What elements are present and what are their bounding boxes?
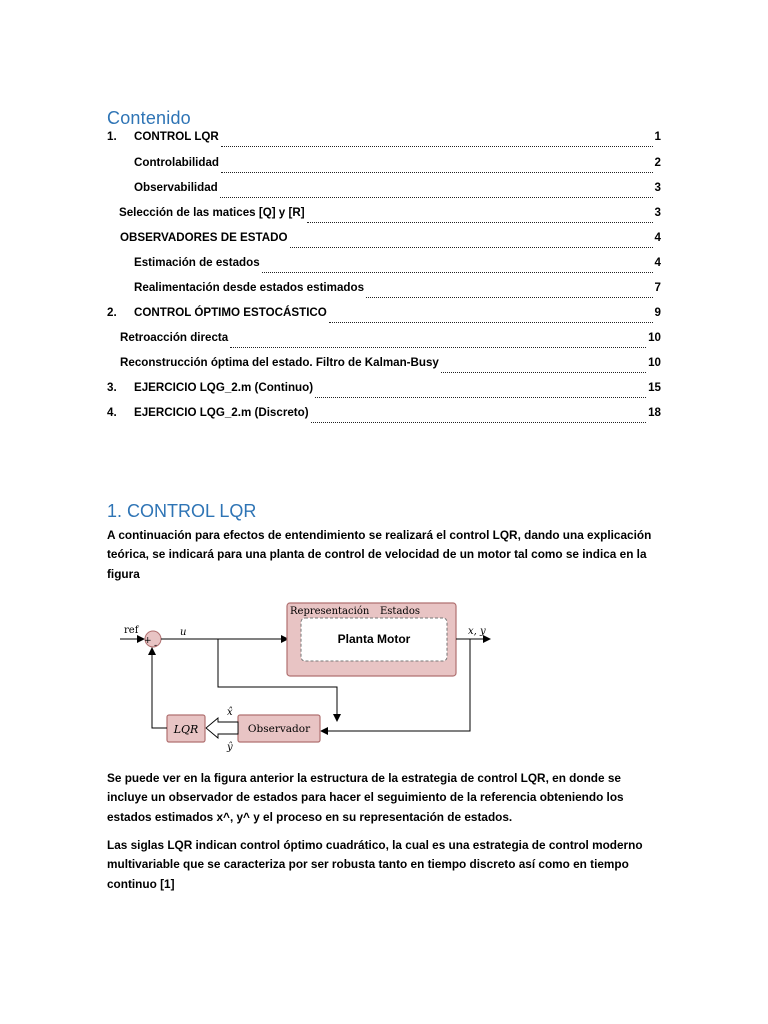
toc-entry-page: 4 (654, 231, 661, 244)
toc-entry-label: CONTROL ÓPTIMO ESTOCÁSTICO (134, 306, 327, 319)
toc-leader (290, 238, 653, 248)
toc-entry-observabilidad[interactable] (134, 181, 661, 206)
toc-entry-reconstruccion[interactable] (120, 356, 661, 381)
toc-entry-page: 18 (648, 406, 661, 419)
toc-entry-label: EJERCICIO LQG_2.m (Discreto) (134, 406, 309, 419)
toc-leader (311, 413, 647, 423)
toc-entry-number: 3. (107, 381, 117, 394)
toc-leader (441, 363, 646, 373)
toc-entry-ejercicio-continuo[interactable] (107, 381, 661, 406)
toc-entry-label: Reconstrucción óptima del estado. Filtro de Kalman-Busy (120, 356, 439, 369)
toc-leader (220, 188, 653, 198)
toc-entry-label: CONTROL LQR (134, 130, 219, 143)
xhat-label: x̂ (227, 707, 233, 718)
description-paragraph: Se puede ver en la figura anterior la estructura de la estrategia de control LQR, en donde se incluye un observador de estados para hacer el seguimiento de la referencia obteniendo los estados estimados x^, y^ y el proceso en su representación de estados. (107, 771, 624, 824)
plant-label: Planta Motor (337, 632, 411, 646)
toc-leader (221, 163, 653, 173)
toc-entry-observadores[interactable] (120, 231, 661, 256)
observer-label: Observador (247, 723, 311, 735)
toc-entry-control-optimo[interactable] (107, 306, 661, 331)
u-label: u (180, 627, 187, 638)
intro-paragraph: A continuación para efectos de entendimiento se realizará el control LQR, dando una explicación teórica, se indicará para una planta de control de velocidad de un motor tal como se indica en la figura (107, 528, 652, 581)
toc-entry-label: Observabilidad (134, 181, 218, 194)
toc-leader (329, 313, 653, 323)
toc-entry-page: 7 (654, 281, 661, 294)
toc-entry-label: Selección de las matices [Q] y [R] (119, 206, 305, 219)
toc-entry-control-lqr[interactable] (107, 130, 661, 155)
toc-entry-page: 3 (654, 206, 661, 219)
toc-leader (221, 137, 653, 147)
toc-leader (315, 388, 646, 398)
toc-entry-seleccion-matrices[interactable] (119, 206, 661, 231)
lqr-label: LQR (173, 723, 199, 736)
toc-entry-page: 9 (654, 306, 661, 319)
output-label: x, y (468, 626, 486, 637)
toc-entry-page: 2 (654, 156, 661, 169)
toc-entry-page: 15 (648, 381, 661, 394)
toc-entry-realimentacion[interactable] (134, 281, 661, 306)
lqr-definition-paragraph: Las siglas LQR indican control óptimo cuadrático, la cual es una estrategia de control moderno multivariable que se caracteriza por ser robusta tanto en tiempo discreto así como en tiempo continuo [1] (107, 838, 643, 891)
toc-entry-number: 4. (107, 406, 117, 419)
toc-leader (230, 338, 646, 348)
toc-entry-number: 1. (107, 130, 117, 143)
sum-minus-sign: - (154, 641, 158, 651)
estimate-arrow (206, 718, 238, 738)
toc-title: Contenido (107, 108, 191, 128)
estados-label: Estados (380, 606, 420, 617)
toc-entry-page: 4 (654, 256, 661, 269)
toc-entry-page: 1 (654, 130, 661, 143)
block-diagram (118, 595, 500, 753)
toc-entry-label: Estimación de estados (134, 256, 260, 269)
toc-entry-label: EJERCICIO LQG_2.m (Continuo) (134, 381, 314, 394)
toc-entry-label: Realimentación desde estados estimados (134, 281, 365, 294)
sum-plus-sign: + (144, 636, 152, 646)
toc-entry-page: 3 (654, 181, 661, 194)
ref-label: ref (124, 625, 139, 636)
toc-entry-controlabilidad[interactable] (134, 156, 661, 181)
section-heading: 1. CONTROL LQR (107, 501, 257, 521)
toc-entry-label: OBSERVADORES DE ESTADO (120, 231, 288, 244)
toc-entry-retroaccion[interactable] (120, 331, 661, 356)
toc-entry-estimacion[interactable] (134, 256, 661, 281)
toc-entry-label: Controlabilidad (134, 156, 220, 169)
yhat-label: ŷ (227, 742, 233, 753)
toc-entry-page: 10 (648, 331, 661, 344)
toc-leader (262, 263, 653, 273)
toc-leader (307, 213, 653, 223)
toc-leader (366, 288, 653, 298)
lqr-feedback-line (152, 648, 167, 728)
toc-entry-page: 10 (648, 356, 661, 369)
toc-entry-label: Retroacción directa (120, 331, 229, 344)
representacion-label: Representación (290, 606, 370, 617)
toc-entry-ejercicio-discreto[interactable] (107, 406, 661, 431)
toc-entry-number: 2. (107, 306, 117, 319)
